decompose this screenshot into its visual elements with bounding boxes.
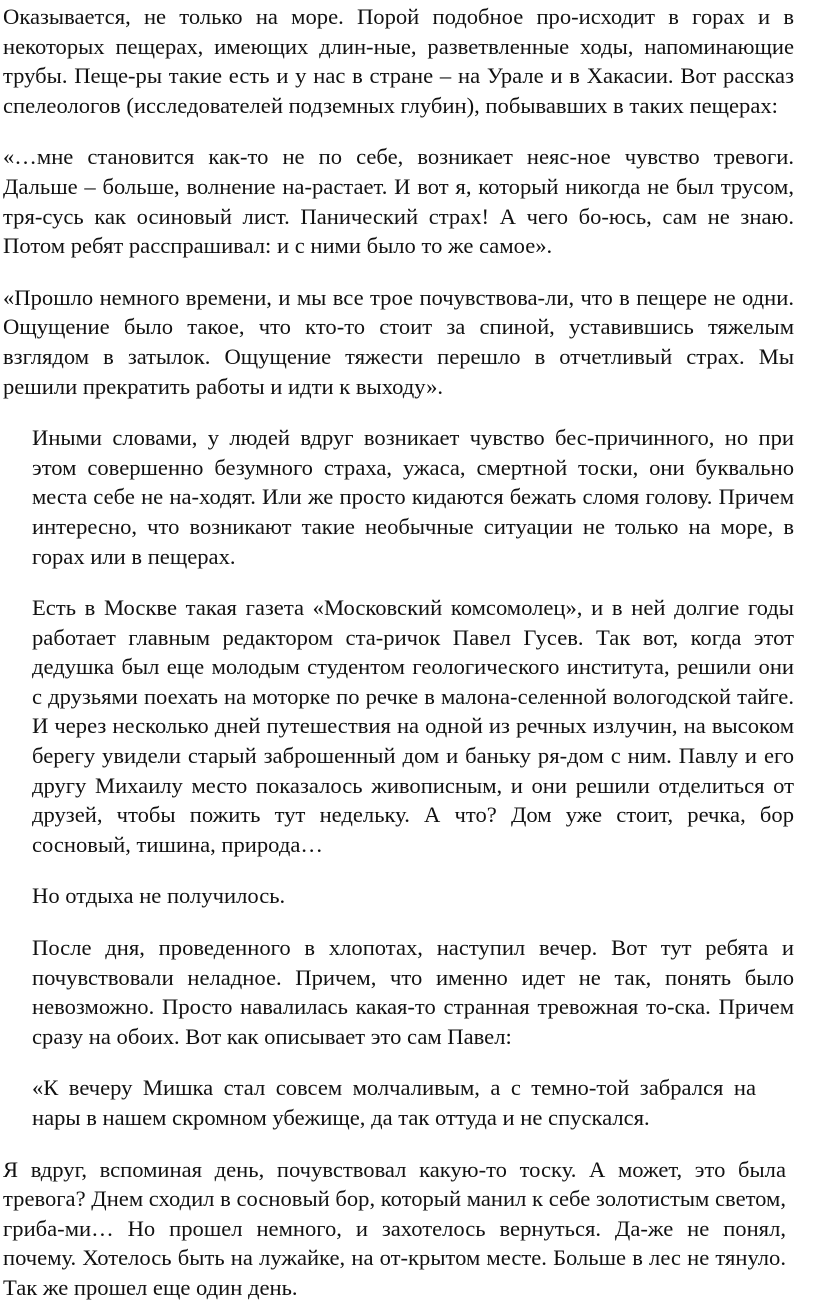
paragraph-evening: После дня, проведенного в хлопотах, наступил вечер. Вот тут ребята и почувствовали неладное. Причем, что именно идет не так, понять было невозможно. Просто навалилась какая-то странная тревожная то-ска. Причем сразу на обоих. Вот как описывает это сам Павел: (32, 935, 794, 1049)
paragraph-no-rest: Но отдыха не получилось. (32, 883, 286, 909)
paragraph-intro: Оказывается, не только на море. Порой подобное про-исходит в горах и в некоторых пещерах, имеющих длин-ные, разветвленные ходы, напоминающие трубы. Пеще-ры такие есть и у нас в стране – на Урале и в Хакасии. Вот рассказ спелеологов (исследователей подземных глубин), побывавших в таких пещерах: (3, 4, 794, 118)
paragraph-gusev-story: Есть в Москве такая газета «Московский комсомолец», и в ней долгие годы работает главным редактором ста-ричок Павел Гусев. Так вот, когда этот дедушка был еще молодым студентом геологического института, решили они с друзьями поехать на моторке по речке в малона-селенной вологодской тайге. И через несколько дней путешествия на одной из речных излучин, на высоком берегу увидели старый заброшенный дом и баньку ря-дом с ним. Павлу и его другу Михаилу место показалось живописным, и они решили отделиться от друзей, чтобы пожить тут недельку. А что? Дом уже стоит, речка, бор сосновый, тишина, природа… (32, 595, 794, 857)
paragraph-explanation: Иными словами, у людей вдруг возникает чувство бес-причинного, но при этом совершенно безумного страха, ужаса, смертной тоски, они буквально места себе не на-ходят. Или же просто кидаются бежать сломя голову. Причем интересно, что возникают такие необычные ситуации не только на море, в горах или в пещерах. (32, 425, 794, 569)
paragraph-mishka-quote: «К вечеру Мишка стал совсем молчаливым, а с темно-той забрался на нары в нашем скромном убежище, да так оттуда и не спускался. (32, 1075, 756, 1130)
paragraph-quote-2: «Прошло немного времени, и мы все трое почувствова-ли, что в пещере не одни. Ощущение было такое, что кто-то стоит за спиной, уставившись тяжелым взглядом в затылок. Ощущение тяжести перешло в отчетливый страх. Мы решили прекратить работы и идти к выходу». (3, 284, 794, 399)
paragraph-quote-1: «…мне становится как-то не по себе, возникает неяс-ное чувство тревоги. Дальше – больше, волнение на-растает. И вот я, который никогда не был трусом, тря-сусь как осиновый лист. Панический страх! А чего бо-юсь, сам не знаю. Потом ребят расспрашивал: и с ними было то же самое». (3, 144, 794, 259)
paragraph-anxiety: Я вдруг, вспоминая день, почувствовал какую-то тоску. А может, это была тревога? Днем сходил в сосновый бор, который манил к себе золотистым светом, гриба-ми… Но прошел немного, и захотелось вернуться. Да-же не понял, почему. Хотелось быть на лужайке, на от-крытом месте. Больше в лес не тянуло. Так же прошел еще один день. (3, 1156, 786, 1300)
